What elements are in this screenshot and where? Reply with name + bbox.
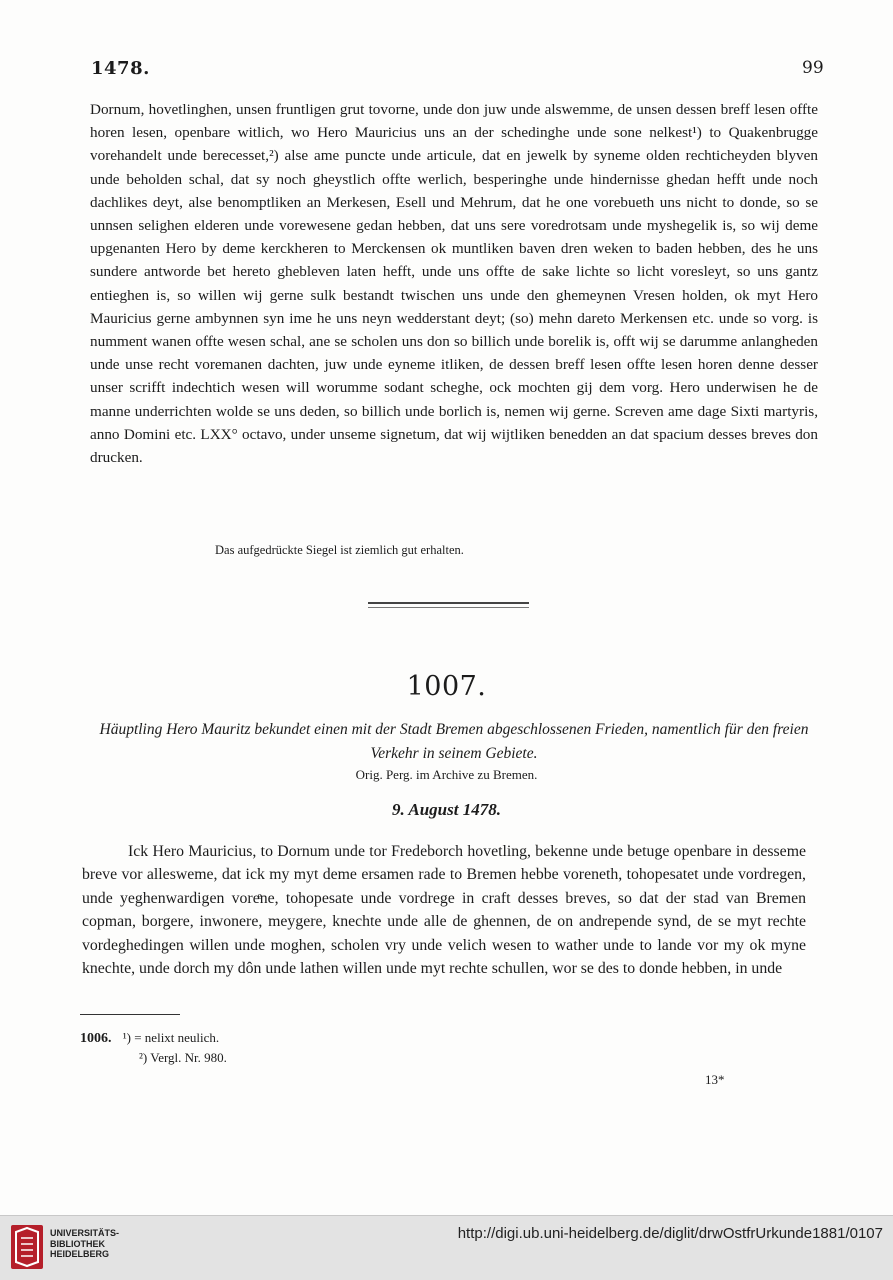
library-name-line: UNIVERSITÄTS- (50, 1228, 120, 1238)
document-body (82, 840, 806, 980)
footnote-1-text: ¹) = nelixt neulich. (122, 1030, 220, 1045)
signature-mark: 13* (705, 1072, 725, 1087)
seal-note: Das aufgedrückte Siegel ist ziemlich gut erhalten. (215, 543, 464, 557)
previous-document-text (90, 98, 818, 469)
page-number: 99 (802, 58, 824, 78)
library-name-line: BIBLIOTHEK (50, 1238, 105, 1249)
running-header-year: 1478. (91, 58, 150, 79)
document-number: 1007. (406, 671, 487, 702)
previous-document-paragraph: Dornum, hovetlinghen, unsen fruntligen grut tovorne, unde don juw unde alswemme, de unsen dessen breff lesen offte horen lesen, openbare witlich, wo Hero Mauricius uns an der schedinghe unde sone nelkest¹) to Quakenbrugge vorehandelt unde berecesset,²) alse ame puncte unde articule, dat en jewelk by syneme olden rechticheyden blyven unde beholden schal, dat sy noch gheystlich offte werlich, besperinghe unde hindernisse ghedan hefft unde noch dachlikes deyt, alse benomptliken an Merkesen, Esell und Mehrum, dat he one vorebueth uns nicht to donde, so se unnsen selighen elderen unde vorewesene gedan hebben, dat uns sere voredrotsam unde myshegelik is, so wij deme upgenanten Hero by deme kerckheren to Merckensen ok muntliken baven dren weken to baden hebben, des he uns sundere antworde bet hereto ghebleven laten hefft, unde uns offte de sake lichte so licht voresleyt, so uns gantz entieghen is, so willen wij gerne sulk bestandt twischen uns unde den ghemeynen Vresen holden, ok myt Hero Mauricius gerne ambynnen syn ime he uns neyn wedderstant deyt; (so) mehn dareto Merkensen etc. unde so vorg. is numment wanen offte wesen schal, ane se scholen uns don so billich unde borelik is, offt wij se darumme anlangheden unde unse recht voremanen dachten, juw unde eyneme itliken, de dessen breff lesen offte lesen horen denne desser unser scrifft indechtich wesen will worumme sodant scheghe, ock mochten gij dem vorg. Hero underwisen he de manne underrichten wolde se uns deden, so billich unde borlich is, nemen wij gerne. Screven ame dage Sixti martyris, anno Domini etc. LXX° octavo, under unseme signetum, dat wij wijtliken benedden an dat spacium desses breves don drucken. (90, 101, 818, 467)
footnote-document-ref: 1006. (80, 1031, 112, 1046)
document-date: 9. August 1478. (392, 800, 501, 819)
university-seal-icon[interactable] (10, 1224, 44, 1270)
source-url-link[interactable]: http://digi.ub.uni-heidelberg.de/diglit/drwOstfrUrkunde1881/0107 (457, 1225, 883, 1242)
library-name[interactable] (50, 1228, 119, 1260)
footnote-2: ²) Vergl. Nr. 980. (139, 1050, 227, 1065)
document-body-paragraph: Ick Hero Mauricius, to Dornum unde tor Fredeborch hovetling, bekenne unde betuge openbare in desseme breve vor allesweme, dat ick my myt deme ersamen rade to Bremen hebbe voreneth, tohopesatet unde vordregen, unde yeghenwardigen voreͤne, tohopesate unde vordrege in craft desses breves, so dat der stad van Bremen copman, borgere, inwonere, meygere, knechte unde alle de ghennen, de on andrepende synd, de se myt rechte vordeghedingen willen unde moghen, scholen vry unde velich wesen to wather unde to lande vor my ok myne knechte, unde dorch my dôn unde lathen willen unde myt rechte schullen, wor se des to donde hebben, in unde (82, 843, 806, 978)
footnote-rule (80, 1014, 180, 1015)
library-name-line: HEIDELBERG (50, 1249, 110, 1259)
footnote-1 (80, 1030, 219, 1047)
document-regest: Häuptling Hero Mauritz bekundet einen mit der Stadt Bremen abgeschlossenen Frieden, namentlich für den freien Verkehr in seinem Gebiete. (99, 721, 809, 762)
archive-note: Orig. Perg. im Archive zu Bremen. (355, 767, 538, 782)
section-divider (368, 602, 529, 608)
